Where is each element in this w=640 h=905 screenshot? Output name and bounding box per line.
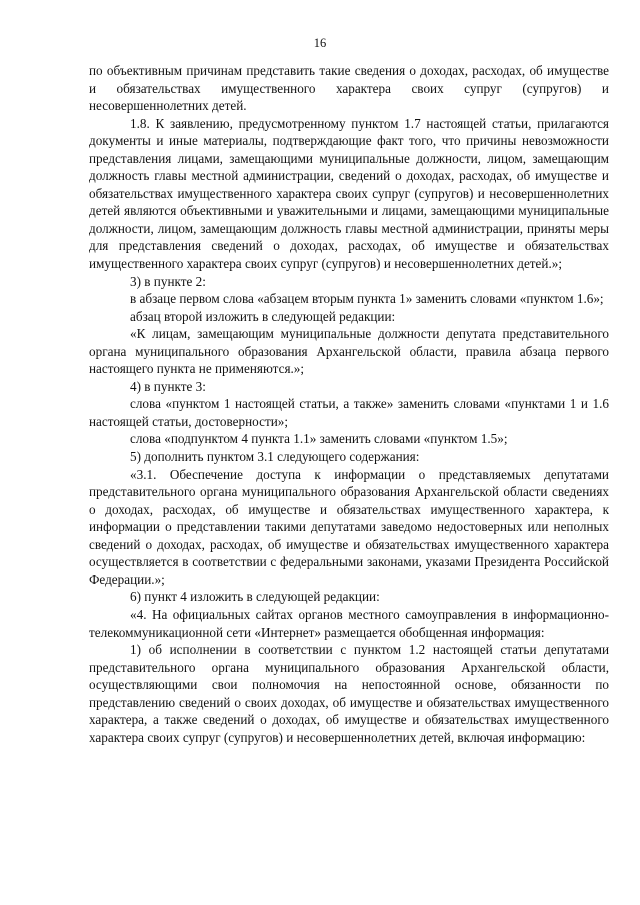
paragraph-item-6: 6) пункт 4 изложить в следующей редакции: (130, 589, 380, 605)
paragraph-1-8: 1.8. К заявлению, предусмотренному пунктом 1.7 настоящей статьи, прилагаются документы и иные материалы, подтверждающие факт того, что причины невозможности представления лицами, замещающими муниципальные должности, лицом, замещающим должность главы местной администрации, сведений о доходах, расходах, об имуществе и обязательствах имущественного характера своих супруг (супругов) и несовершеннолетних детей являются объективными и уважительными и лицами, замещающими муниципальные должности, лицом, замещающим должность главы местной администрации, приняты меры для представления сведений о доходах, расходах, об имуществе и обязательствах имущественного характера своих супруг (супругов) и несовершеннолетних детей.»; (89, 115, 609, 272)
paragraph-item-4: 4) в пункте 3: (130, 378, 206, 394)
paragraph-item-4-words-1: слова «пунктом 1 настоящей статьи, а также» заменить словами «пунктами 1 и 1.6 настоящей статьи, достоверности»; (89, 396, 609, 429)
paragraph-item-3-abzac-1: в абзаце первом слова «абзацем вторым пункта 1» заменить словами «пунктом 1.6»; (130, 291, 604, 307)
paragraph-continuation: по объективным причинам представить такие сведения о доходах, расходах, об имуществе и обязательствах имущественного характера своих супруг (супругов) и несовершеннолетних детей. (89, 63, 609, 114)
document-body (89, 62, 609, 746)
paragraph-quote-3-1: «3.1. Обеспечение доступа к информации о представляемых депутатами представительного органа муниципального образования Архангельской области сведениях о доходах, расходах, об имуществе и обязательствах имущественного характера, к информации о представлении такими депутатами заведомо недостоверных или неполных сведений о доходах, расходах, об имуществе и обязательствах имущественного характера осуществляется в соответствии с федеральными законами, указами Президента Российской Федерации.»; (89, 466, 609, 587)
paragraph-item-3-abzac-2: абзац второй изложить в следующей редакции: (130, 308, 396, 324)
paragraph-quote-4: «4. На официальных сайтах органов местного самоуправления в информационно-телекоммуникационной сети «Интернет» размещается обобщенная информация: (89, 606, 609, 640)
paragraph-subitem-1: 1) об исполнении в соответствии с пунктом 1.2 настоящей статьи депутатами представительного органа муниципального образования Архангельской области, осуществляющими свои полномочия на непостоянной основе, обязанности по представлению сведений о своих доходах, об имуществе и обязательствах имущественного характера, а также сведений о доходах, об имуществе и обязательствах имущественного характера своих супруг (супругов) и несовершеннолетних детей, включая информацию: (89, 642, 609, 745)
paragraph-item-3: 3) в пункте 2: (130, 273, 206, 289)
paragraph-item-4-words-2: слова «подпунктом 4 пункта 1.1» заменить словами «пунктом 1.5»; (130, 431, 508, 447)
page-number: 16 (313, 36, 327, 50)
paragraph-quote-deputies: «К лицам, замещающим муниципальные должности депутата представительного органа муниципального образования Архангельской области, правила абзаца первого настоящего пункта не применяются.»; (89, 326, 609, 377)
paragraph-item-5: 5) дополнить пунктом 3.1 следующего содержания: (130, 449, 420, 465)
